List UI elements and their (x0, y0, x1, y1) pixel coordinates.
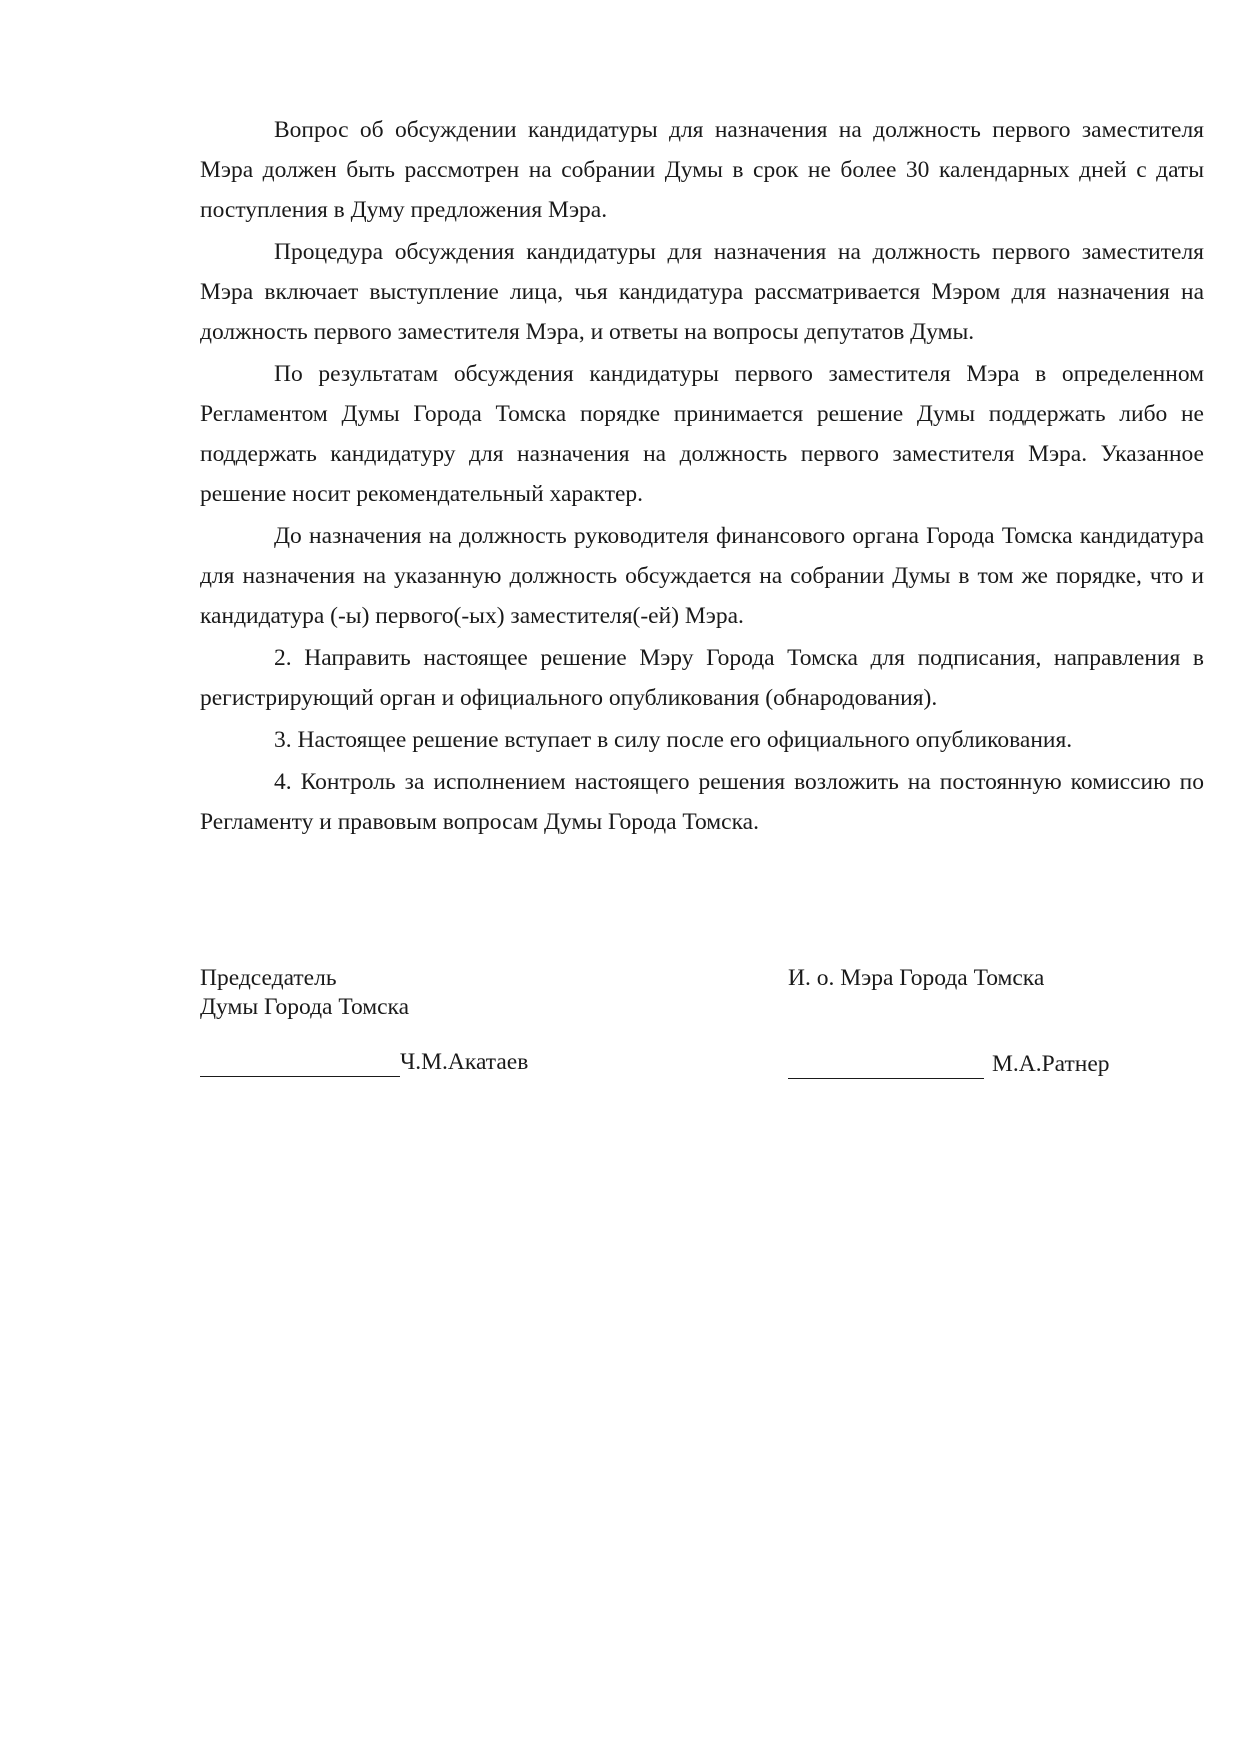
signature-left (200, 964, 680, 1075)
paragraph-item-2: 2. Направить настоящее решение Мэру Города Томска для подписания, направления в регистрирующий орган и официального опубликования (обнародования). (200, 645, 1204, 711)
mayor-name: М.А.Ратнер (992, 1051, 1110, 1077)
chairman-title-line1: Председатель (200, 965, 337, 991)
mayor-signature-line (788, 1050, 1110, 1079)
paragraph-candidacy-discussion-term: Вопрос об обсуждении кандидатуры для назначения на должность первого заместителя Мэра должен быть рассмотрен на собрании Думы в срок не более 30 календарных дней с даты поступления в Думу предложения Мэра. (200, 117, 1204, 223)
paragraph-discussion-results: По результатам обсуждения кандидатуры первого заместителя Мэра в определенном Регламентом Думы Города Томска порядке принимается решение Думы поддержать либо не поддержать кандидатуру для назначения на должность первого заместителя Мэра. Указанное решение носит рекомендательный характер. (200, 361, 1204, 507)
signature-underline (200, 1050, 400, 1077)
paragraph-item-3: 3. Настоящее решение вступает в силу после его официального опубликования. (274, 727, 1073, 753)
paragraph-finance-head-candidacy: До назначения на должность руководителя финансового органа Города Томска кандидатура для назначения на указанную должность обсуждается на собрании Думы в том же порядке, что и кандидатура (-ы) первого(-ых) заместителя(-ей) Мэра. (200, 523, 1204, 629)
paragraph-discussion-procedure: Процедура обсуждения кандидатуры для назначения на должность первого заместителя Мэра включает выступление лица, чья кандидатура рассматривается Мэром для назначения на должность первого заместителя Мэра, и ответы на вопросы депутатов Думы. (200, 239, 1204, 345)
chairman-title-line2: Думы Города Томска (200, 994, 410, 1020)
signature-right (788, 964, 1208, 1077)
chairman-signature-line (200, 1048, 528, 1077)
signature-underline (788, 1052, 984, 1079)
document-body (200, 110, 1204, 844)
signature-block (200, 964, 1204, 1124)
paragraph-item-4: 4. Контроль за исполнением настоящего решения возложить на постоянную комиссию по Регламенту и правовым вопросам Думы Города Томска. (200, 769, 1204, 835)
chairman-name: Ч.М.Акатаев (400, 1049, 529, 1075)
mayor-title: И. о. Мэра Города Томска (788, 965, 1045, 991)
